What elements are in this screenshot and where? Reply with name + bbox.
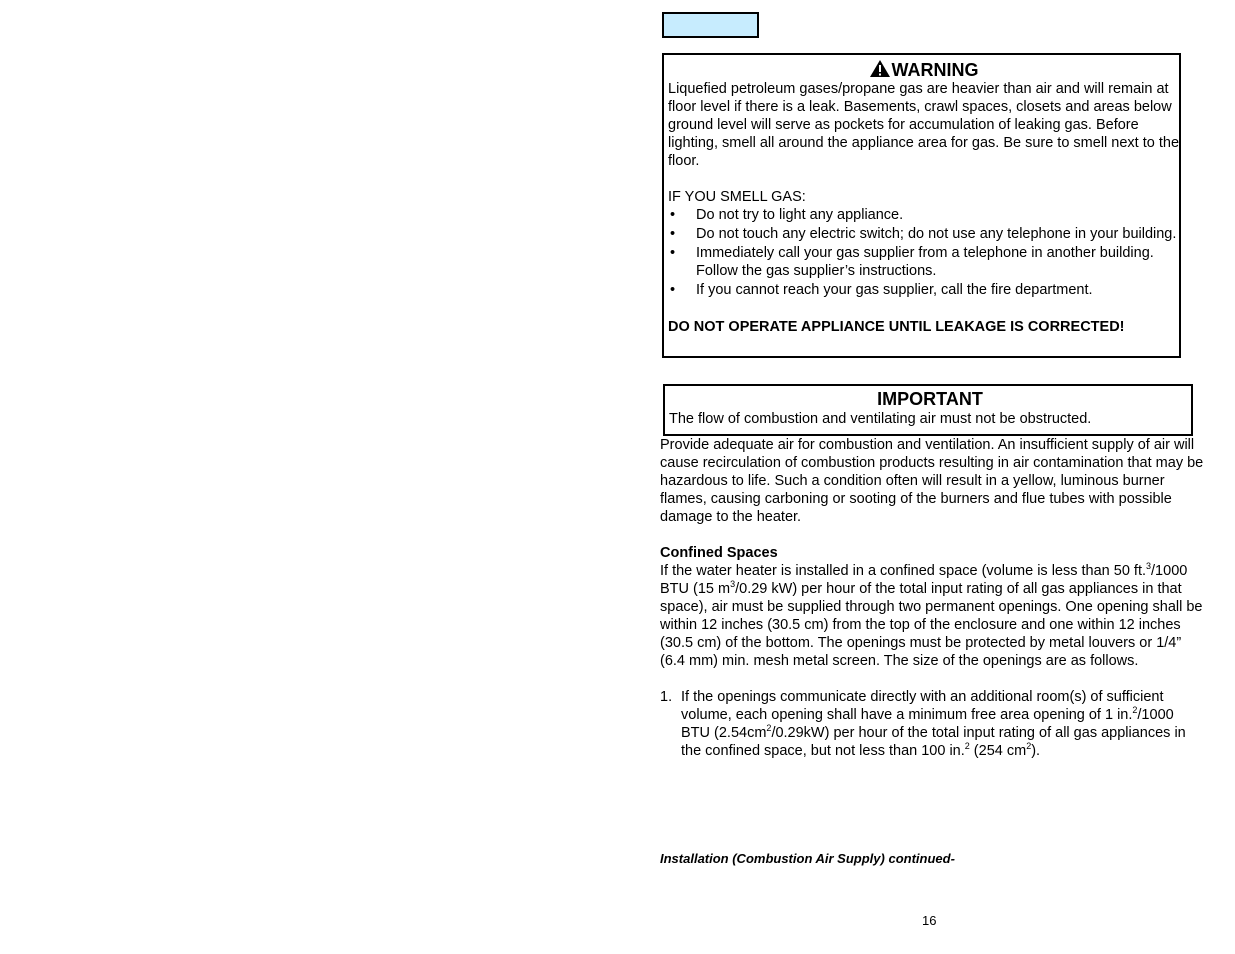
item-number: 1. <box>660 689 673 705</box>
important-title: IMPORTANT <box>877 389 983 409</box>
smell-gas-list <box>668 206 1179 299</box>
highlight-label-box <box>662 12 759 38</box>
numbered-item-1: 1. If the openings communicate directly with an additional room(s) of sufficient volume, each opening shall have a minimum free area opening of 1 in.$^2$/1000 BTU $(2.54cm^2/0.29kW)$ per hour of the total input rating of all gas appliances in the confined space, but not less than 100 in.$^2$ (254 $cm^2$). <box>660 689 1186 759</box>
warning-title <box>668 59 1179 80</box>
list-item: • Immediately call your gas supplier from a telephone in another building. Follow the gas supplier’s instructions. <box>670 245 1154 279</box>
warning-paragraph: Liquefied petroleum gases/propane gas are heavier than air and will remain at floor level if there is a leak. Basements, crawl spaces, closets and areas below ground level will serve as pockets for accumulation of leaking gas. Before lighting, smell all around the appliance area for gas. Be sure to smell next to the floor. <box>668 81 1180 169</box>
warning-triangle-icon <box>869 59 891 78</box>
page-number: 16 <box>922 913 937 928</box>
list-item: • Do not touch any electric switch; do not use any telephone in your building. <box>670 226 1177 242</box>
intro-paragraph: Provide adequate air for combustion and ventilation. An insufficient supply of air will cause recirculation of combustion products resulting in air contamination that may be hazardous to life. Such a condition often will result in a yellow, luminous burner flames, causing carboning or sooting of the burners and flue tubes with possible damage to the heater. <box>660 437 1204 525</box>
confined-spaces-heading: Confined Spaces <box>660 545 778 561</box>
smell-gas-heading: IF YOU SMELL GAS: <box>668 189 806 205</box>
list-item: • If you cannot reach your gas supplier, call the fire department. <box>670 282 1093 298</box>
confined-spaces-paragraph: If the water heater is installed in a confined space (volume is less than 50 ft.$^3$/1000 BTU (15 $m^3/0.29$ kW) per hour of the total input rating of all gas appliances in that space), air must be supplied through two permanent openings. One opening shall be within 12 inches (30.5 cm) from the top of the enclosure and one within 12 inches (30.5 cm) of the bottom. The openings must be protected by metal louvers or 1/4” (6.4 mm) min. mesh metal screen. The size of the openings are as follows. <box>660 561 1203 669</box>
continued-note: Installation (Combustion Air Supply) continued- <box>660 851 955 866</box>
warning-box <box>662 53 1181 358</box>
list-item: • Do not try to light any appliance. <box>670 207 904 223</box>
important-box <box>663 384 1193 436</box>
important-text: The flow of combustion and ventilating air must not be obstructed. <box>669 411 1092 427</box>
body-text <box>660 436 1205 760</box>
warning-title-text: WARNING <box>891 60 979 80</box>
warning-final-notice: DO NOT OPERATE APPLIANCE UNTIL LEAKAGE IS CORRECTED! <box>668 319 1125 335</box>
